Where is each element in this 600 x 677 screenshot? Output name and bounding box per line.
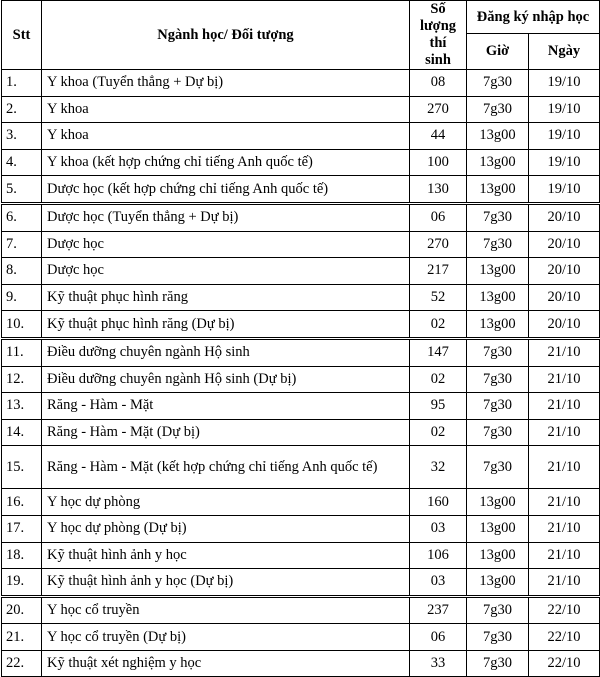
header-major: Ngành học/ Đối tượng (42, 1, 410, 70)
cell-time: 13g00 (467, 569, 529, 597)
cell-date: 19/10 (529, 176, 600, 204)
cell-stt: 9. (2, 284, 42, 311)
cell-stt: 12. (2, 366, 42, 393)
cell-date: 20/10 (529, 311, 600, 339)
table-row (2, 176, 600, 204)
cell-time: 13g00 (467, 542, 529, 569)
cell-count: 08 (410, 70, 467, 97)
cell-major: Dược học (42, 258, 410, 285)
cell-major: Răng - Hàm - Mặt (Dự bị) (42, 419, 410, 446)
cell-major: Kỹ thuật hình ảnh y học (42, 542, 410, 569)
table-row (2, 311, 600, 339)
cell-date: 19/10 (529, 123, 600, 150)
cell-count: 130 (410, 176, 467, 204)
cell-count: 106 (410, 542, 467, 569)
cell-major: Kỹ thuật phục hình răng (Dự bị) (42, 311, 410, 339)
cell-major: Kỹ thuật phục hình răng (42, 284, 410, 311)
cell-count: 52 (410, 284, 467, 311)
table-row (2, 96, 600, 123)
cell-date: 21/10 (529, 542, 600, 569)
cell-time: 13g00 (467, 284, 529, 311)
cell-date: 20/10 (529, 284, 600, 311)
cell-time: 13g00 (467, 149, 529, 176)
table-row (2, 515, 600, 542)
cell-stt: 20. (2, 596, 42, 624)
cell-time: 7g30 (467, 650, 529, 677)
cell-date: 21/10 (529, 393, 600, 420)
header-count-line2: lượng (419, 18, 457, 34)
table-row (2, 596, 600, 624)
cell-time: 7g30 (467, 96, 529, 123)
cell-stt: 10. (2, 311, 42, 339)
cell-time: 13g00 (467, 311, 529, 339)
cell-stt: 21. (2, 624, 42, 651)
cell-count: 03 (410, 569, 467, 597)
cell-date: 21/10 (529, 366, 600, 393)
cell-time: 7g30 (467, 624, 529, 651)
cell-major: Y học dự phòng (42, 489, 410, 516)
cell-date: 20/10 (529, 203, 600, 231)
cell-major: Dược học (42, 231, 410, 258)
cell-date: 20/10 (529, 258, 600, 285)
cell-time: 7g30 (467, 419, 529, 446)
cell-time: 7g30 (467, 231, 529, 258)
cell-stt: 16. (2, 489, 42, 516)
cell-stt: 2. (2, 96, 42, 123)
cell-count: 44 (410, 123, 467, 150)
cell-date: 19/10 (529, 96, 600, 123)
cell-major: Điều dưỡng chuyên ngành Hộ sinh (Dự bị) (42, 366, 410, 393)
cell-date: 21/10 (529, 446, 600, 489)
table-row (2, 419, 600, 446)
cell-major: Y khoa (kết hợp chứng chỉ tiếng Anh quốc tế) (42, 149, 410, 176)
cell-count: 06 (410, 624, 467, 651)
header-count-line3: thí sinh (425, 35, 451, 68)
cell-stt: 4. (2, 149, 42, 176)
cell-time: 13g00 (467, 489, 529, 516)
cell-time: 7g30 (467, 203, 529, 231)
table-row (2, 393, 600, 420)
cell-count: 217 (410, 258, 467, 285)
cell-stt: 8. (2, 258, 42, 285)
cell-date: 22/10 (529, 650, 600, 677)
cell-count: 06 (410, 203, 467, 231)
cell-time: 13g00 (467, 515, 529, 542)
cell-stt: 22. (2, 650, 42, 677)
cell-major: Răng - Hàm - Mặt (kết hợp chứng chỉ tiếng Anh quốc tế) (42, 446, 410, 489)
cell-date: 21/10 (529, 515, 600, 542)
cell-major: Dược học (Tuyển thẳng + Dự bị) (42, 203, 410, 231)
header-count (410, 1, 467, 70)
header-registration: Đăng ký nhập học (467, 1, 600, 34)
table-row (2, 489, 600, 516)
table-row (2, 258, 600, 285)
cell-major: Y khoa (42, 123, 410, 150)
cell-time: 13g00 (467, 258, 529, 285)
cell-count: 32 (410, 446, 467, 489)
cell-major: Kỹ thuật xét nghiệm y học (42, 650, 410, 677)
cell-count: 100 (410, 149, 467, 176)
cell-stt: 11. (2, 338, 42, 366)
cell-stt: 7. (2, 231, 42, 258)
cell-count: 270 (410, 231, 467, 258)
table-row (2, 284, 600, 311)
cell-major: Y học cổ truyền (Dự bị) (42, 624, 410, 651)
cell-count: 33 (410, 650, 467, 677)
cell-date: 22/10 (529, 596, 600, 624)
cell-major: Y khoa (42, 96, 410, 123)
cell-time: 13g00 (467, 123, 529, 150)
cell-date: 19/10 (529, 149, 600, 176)
cell-count: 270 (410, 96, 467, 123)
cell-major: Răng - Hàm - Mặt (42, 393, 410, 420)
header-time: Giờ (467, 34, 529, 70)
table-row (2, 203, 600, 231)
cell-time: 7g30 (467, 393, 529, 420)
cell-stt: 17. (2, 515, 42, 542)
cell-stt: 3. (2, 123, 42, 150)
cell-count: 147 (410, 338, 467, 366)
cell-count: 02 (410, 419, 467, 446)
cell-count: 02 (410, 366, 467, 393)
cell-major: Y học cổ truyền (42, 596, 410, 624)
table-row (2, 569, 600, 597)
cell-stt: 15. (2, 446, 42, 489)
header-count-line1: Số (430, 1, 446, 17)
cell-date: 21/10 (529, 569, 600, 597)
cell-major: Điều dưỡng chuyên ngành Hộ sinh (42, 338, 410, 366)
table-row (2, 123, 600, 150)
cell-stt: 1. (2, 70, 42, 97)
cell-date: 21/10 (529, 419, 600, 446)
table-row (2, 70, 600, 97)
cell-time: 7g30 (467, 70, 529, 97)
cell-stt: 5. (2, 176, 42, 204)
cell-major: Kỹ thuật hình ảnh y học (Dự bị) (42, 569, 410, 597)
table-row (2, 650, 600, 677)
cell-stt: 6. (2, 203, 42, 231)
cell-major: Y khoa (Tuyển thẳng + Dự bị) (42, 70, 410, 97)
cell-stt: 13. (2, 393, 42, 420)
cell-date: 21/10 (529, 338, 600, 366)
cell-count: 02 (410, 311, 467, 339)
cell-stt: 14. (2, 419, 42, 446)
cell-time: 13g00 (467, 176, 529, 204)
cell-time: 7g30 (467, 596, 529, 624)
cell-stt: 19. (2, 569, 42, 597)
table-row (2, 149, 600, 176)
table-body (2, 70, 600, 677)
cell-date: 20/10 (529, 231, 600, 258)
cell-date: 19/10 (529, 70, 600, 97)
cell-date: 21/10 (529, 489, 600, 516)
table-row (2, 446, 600, 489)
table-row (2, 542, 600, 569)
cell-major: Dược học (kết hợp chứng chỉ tiếng Anh quốc tế) (42, 176, 410, 204)
header-stt: Stt (2, 1, 42, 70)
cell-major: Y học dự phòng (Dự bị) (42, 515, 410, 542)
table-row (2, 231, 600, 258)
table-row (2, 366, 600, 393)
enrollment-schedule-table (1, 0, 600, 677)
table-row (2, 338, 600, 366)
cell-date: 22/10 (529, 624, 600, 651)
header-date: Ngày (529, 34, 600, 70)
cell-stt: 18. (2, 542, 42, 569)
cell-count: 160 (410, 489, 467, 516)
cell-count: 03 (410, 515, 467, 542)
cell-count: 237 (410, 596, 467, 624)
table-row (2, 624, 600, 651)
cell-time: 7g30 (467, 366, 529, 393)
cell-count: 95 (410, 393, 467, 420)
cell-time: 7g30 (467, 338, 529, 366)
cell-time: 7g30 (467, 446, 529, 489)
